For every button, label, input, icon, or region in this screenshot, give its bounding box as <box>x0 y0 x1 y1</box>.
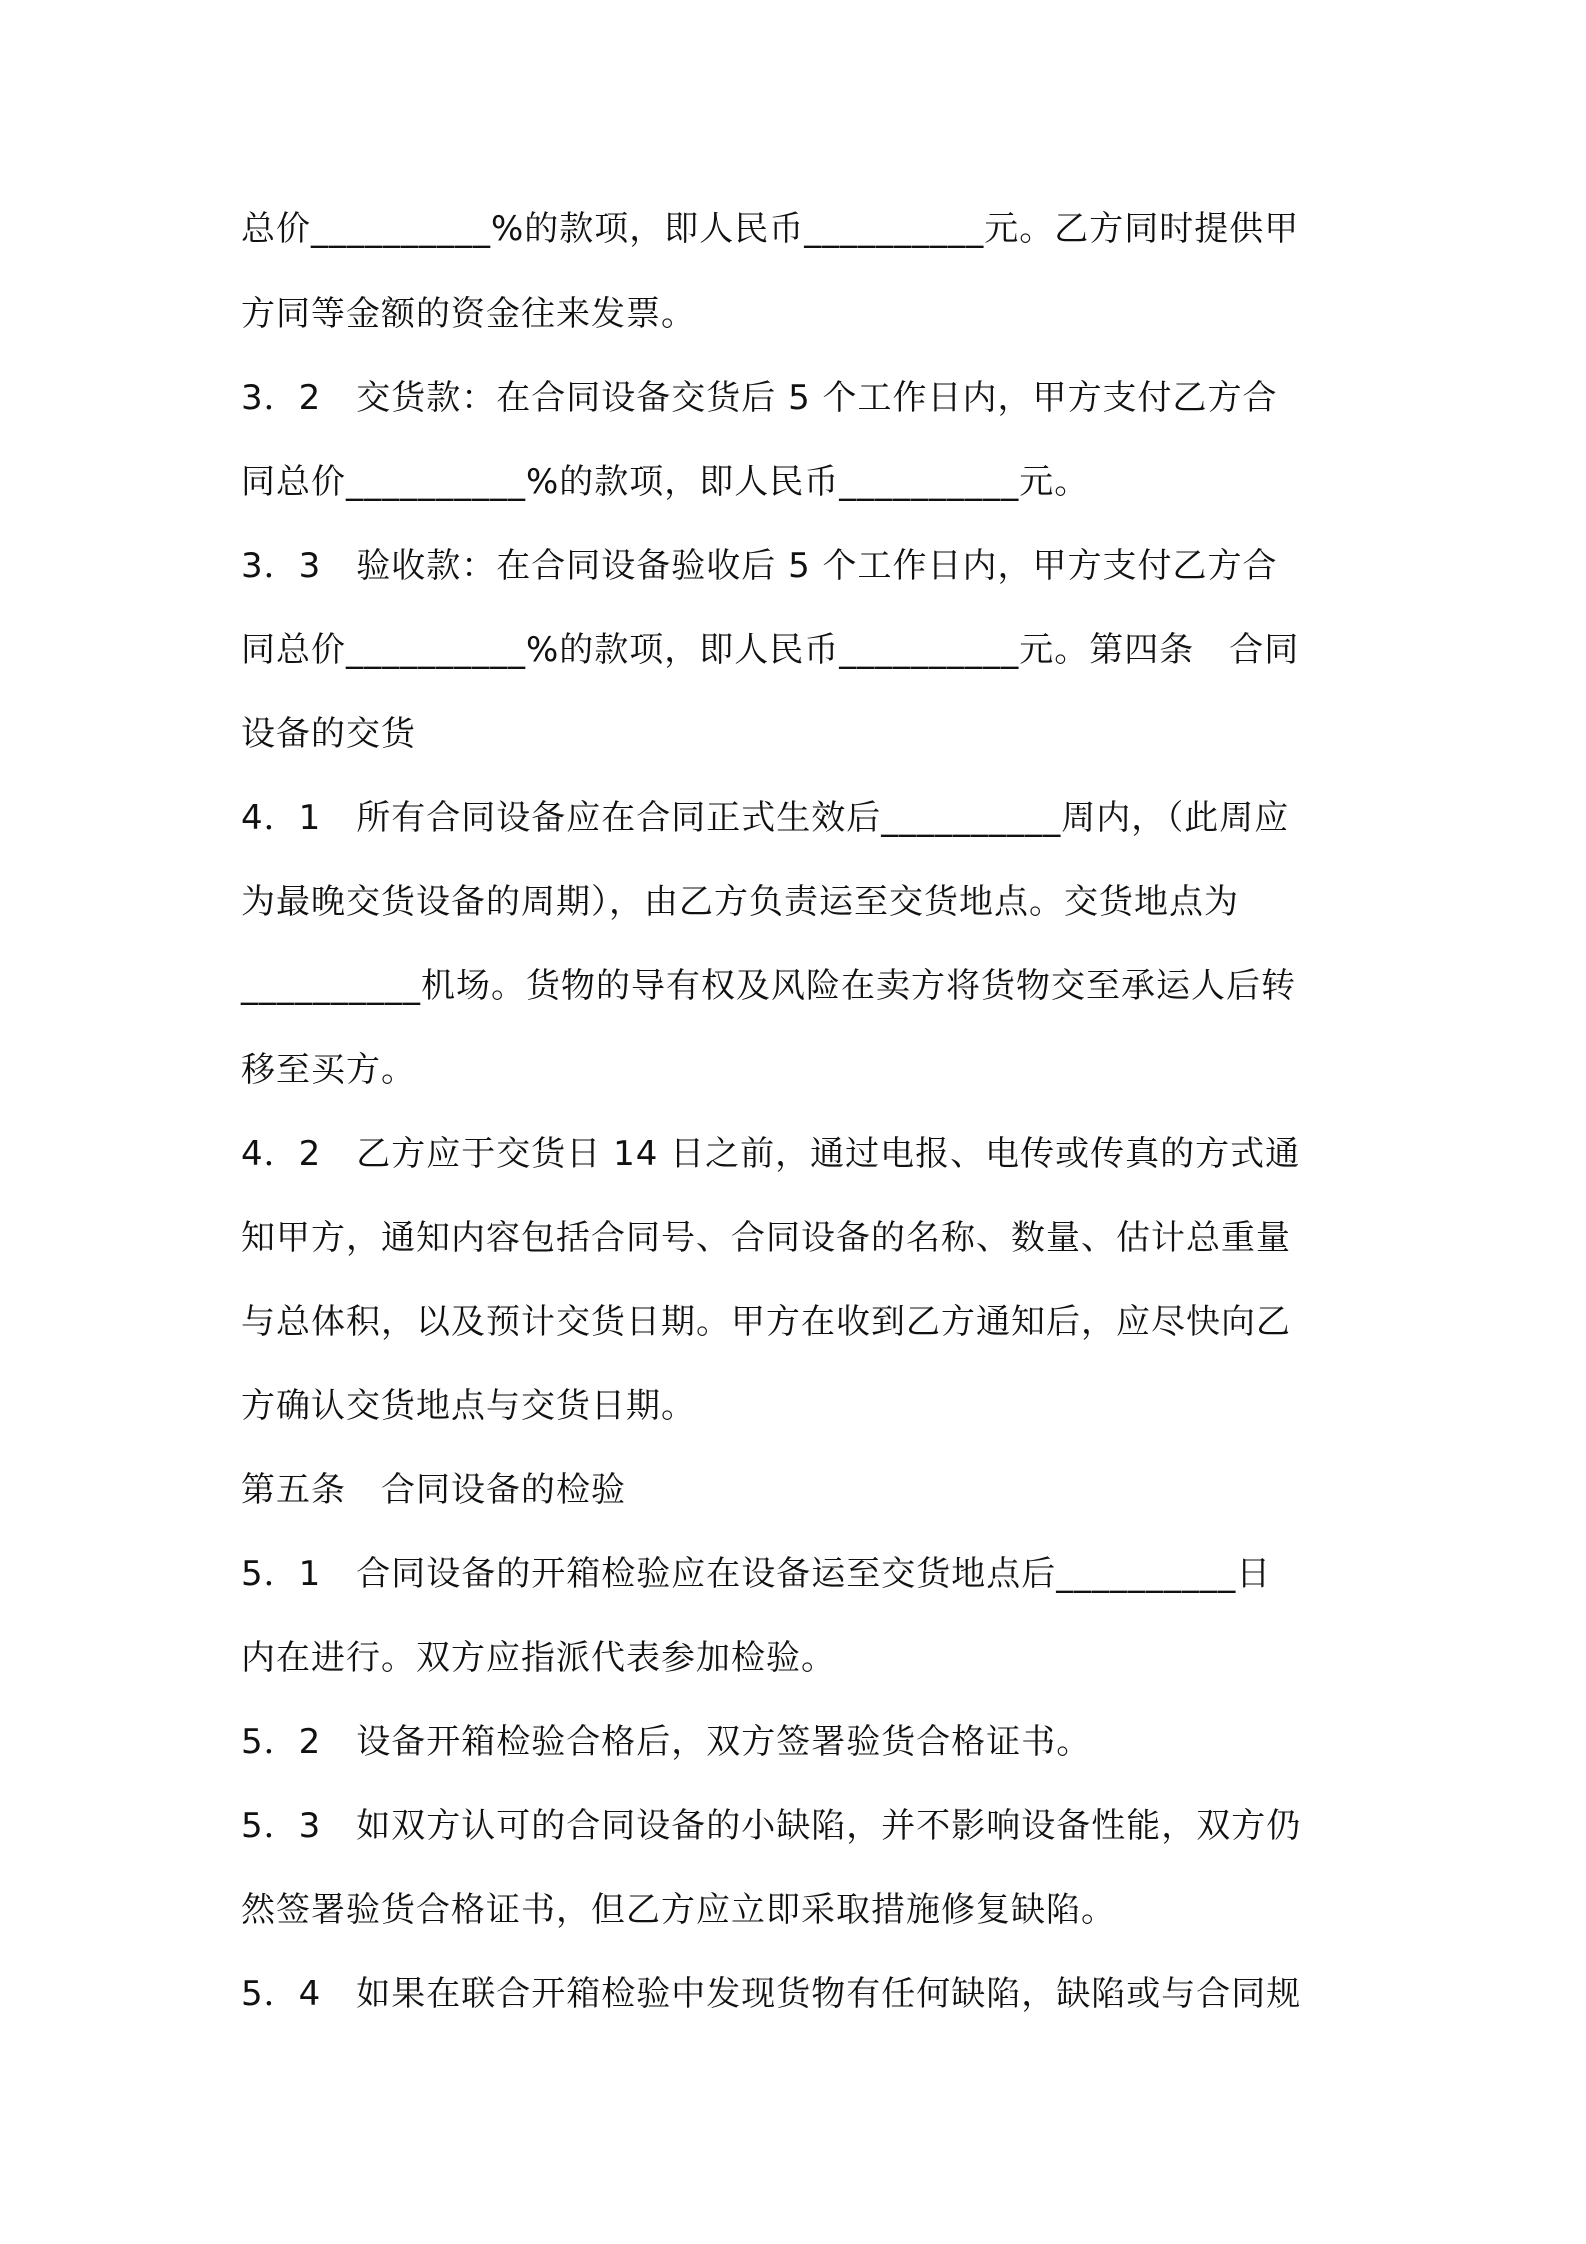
text-line: 5．3 如双方认可的合同设备的小缺陷，并不影响设备性能，双方仍 <box>241 1806 1302 1846</box>
text-line: 4．1 所有合同设备应在合同正式生效后__________周内，（此周应 <box>241 798 1290 838</box>
text-line: __________机场。货物的导有权及风险在卖方将货物交至承运人后转 <box>241 966 1296 1006</box>
text-line: 然签署验货合格证书，但乙方应立即采取措施修复缺陷。 <box>241 1890 1116 1930</box>
text-line: 3．3 验收款：在合同设备验收后 5 个工作日内，甲方支付乙方合 <box>241 546 1278 586</box>
text-line: 方确认交货地点与交货日期。 <box>241 1386 696 1426</box>
text-line: 4．2 乙方应于交货日 14 日之前，通过电报、电传或传真的方式通 <box>241 1134 1301 1174</box>
text-line: 与总体积，以及预计交货日期。甲方在收到乙方通知后，应尽快向乙 <box>241 1302 1291 1342</box>
text-line: 3．2 交货款：在合同设备交货后 5 个工作日内，甲方支付乙方合 <box>241 378 1278 418</box>
text-line: 5．2 设备开箱检验合格后，双方签署验货合格证书。 <box>241 1722 1092 1762</box>
text-line: 设备的交货 <box>241 714 416 754</box>
text-line: 内在进行。双方应指派代表参加检验。 <box>241 1638 836 1678</box>
text-line: 5．4 如果在联合开箱检验中发现货物有任何缺陷，缺陷或与合同规 <box>241 1974 1302 2014</box>
text-line: 为最晚交货设备的周期），由乙方负责运至交货地点。交货地点为 <box>241 882 1239 922</box>
text-line: 方同等金额的资金往来发票。 <box>241 294 696 334</box>
section-heading: 第五条 合同设备的检验 <box>241 1470 626 1510</box>
text-line: 5．1 合同设备的开箱检验应在设备运至交货地点后__________日 <box>241 1554 1272 1594</box>
text-line: 同总价__________%的款项，即人民币__________元。第四条 合同 <box>241 630 1300 670</box>
text-line: 知甲方，通知内容包括合同号、合同设备的名称、数量、估计总重量 <box>241 1218 1291 1258</box>
text-line: 同总价__________%的款项，即人民币__________元。 <box>241 462 1090 502</box>
text-line: 总价__________%的款项，即人民币__________元。乙方同时提供甲 <box>241 209 1300 249</box>
text-line: 移至买方。 <box>241 1050 416 1090</box>
